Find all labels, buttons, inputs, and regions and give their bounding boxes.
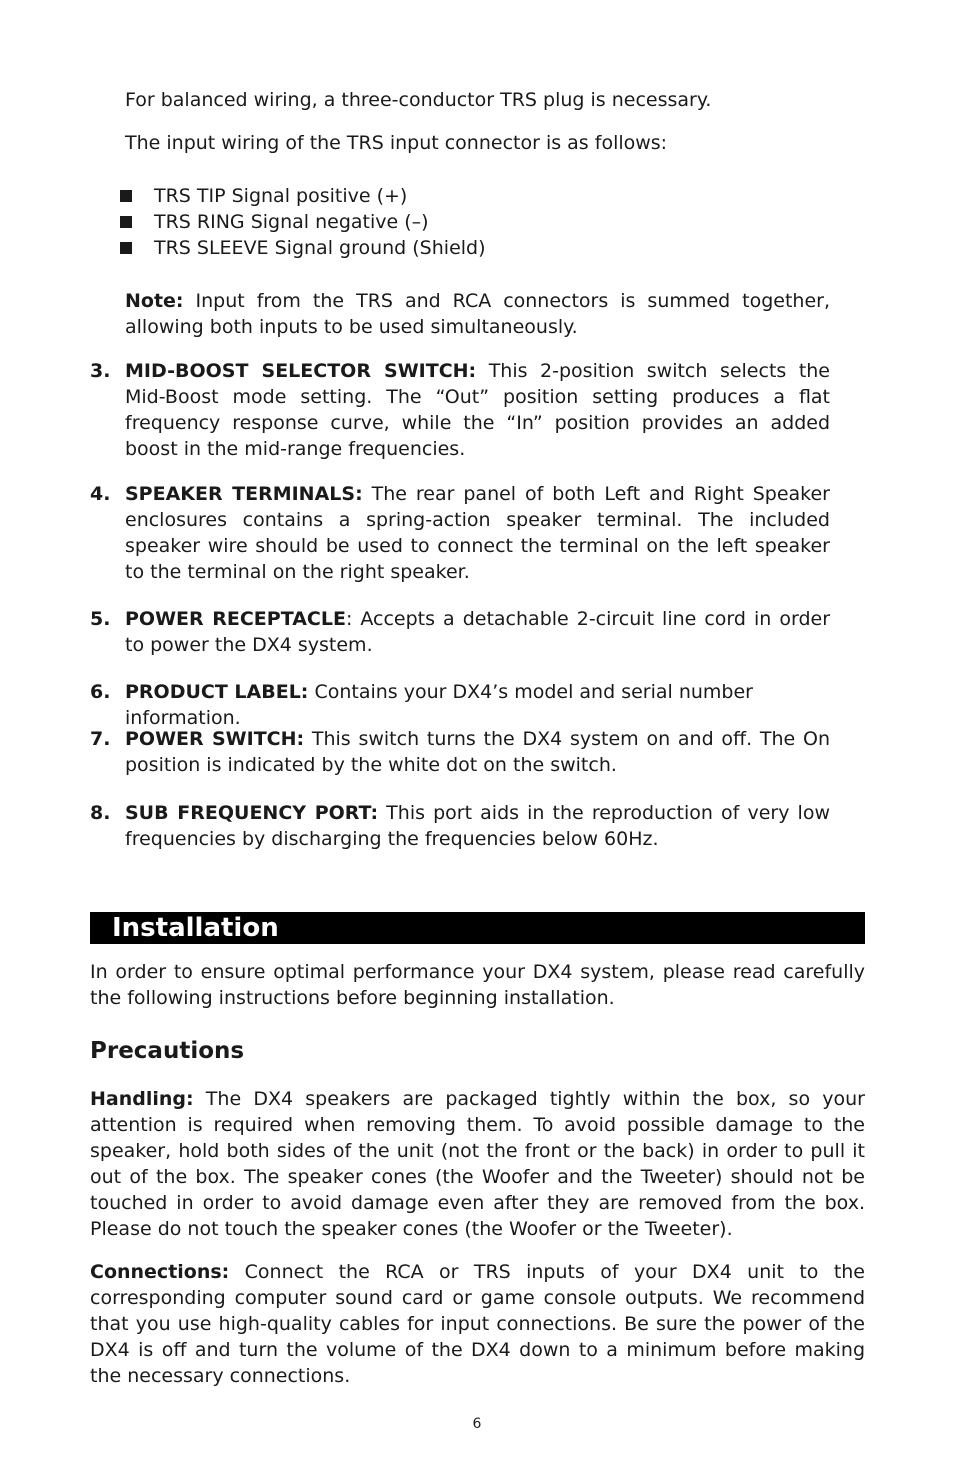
square-bullet-icon	[120, 242, 132, 254]
intro-line-1: For balanced wiring, a three-conductor TRS plug is necessary.	[125, 89, 712, 111]
connections-paragraph: Connections: Connect the RCA or TRS inputs of your DX4 unit to the corresponding computer sound card or game console outputs. We recommend that you use high-quality cables for input connections. Be sure the power of the DX4 is off and turn the volume of the DX4 down to a minimum before making the necessary connections.	[90, 1261, 865, 1387]
list-item-5: 5. POWER RECEPTACLE: Accepts a detachable 2-circuit line cord in order to power the DX4 system.	[90, 608, 831, 656]
list-item: TRS TIP Signal positive (+)	[120, 183, 486, 209]
list-item-3: 3. MID-BOOST SELECTOR SWITCH: This 2-position switch selects the Mid-Boost mode setting. The “Out” position setting produces a flat frequency response curve, while the “In” position provides an added boost in the mid-range frequencies.	[90, 360, 830, 460]
list-item-4: 4. SPEAKER TERMINALS: The rear panel of both Left and Right Speaker enclosures contains a spring-action speaker terminal. The included speaker wire should be used to connect the terminal on the left speaker to the terminal on the right speaker.	[90, 483, 830, 583]
handling-paragraph: Handling: The DX4 speakers are packaged tightly within the box, so your attention is required when removing them. To avoid possible damage to the speaker, hold both sides of the unit (not the front or the back) in order to pull it out of the box. The speaker cones (the Woofer and the Tweeter) should not be touched in order to avoid damage even after they are removed from the box. Please do not touch the speaker cones (the Woofer or the Tweeter).	[90, 1088, 865, 1240]
square-bullet-icon	[120, 216, 132, 228]
list-item-7: 7. POWER SWITCH: This switch turns the DX4 system on and off. The On position is indicated by the white dot on the switch.	[90, 728, 831, 776]
square-bullet-icon	[120, 190, 132, 202]
trs-wiring-list	[120, 183, 486, 261]
intro-line-2: The input wiring of the TRS input connector is as follows:	[125, 132, 668, 154]
list-item-8: 8. SUB FREQUENCY PORT: This port aids in the reproduction of very low frequencies by discharging the frequencies below 60Hz.	[90, 802, 830, 850]
page-number: 6	[472, 1416, 482, 1432]
list-item-6: 6. PRODUCT LABEL: Contains your DX4’s model and serial number information.	[90, 681, 753, 729]
note-paragraph: Note: Input from the TRS and RCA connectors is summed together, allowing both inputs to be used simultaneously.	[125, 290, 830, 338]
installation-heading: Installation	[90, 912, 865, 944]
note-label: Note:	[125, 290, 184, 312]
list-item: TRS RING Signal negative (–)	[120, 209, 486, 235]
precautions-heading: Precautions	[90, 1038, 245, 1064]
list-item: TRS SLEEVE Signal ground (Shield)	[120, 235, 486, 261]
installation-intro: In order to ensure optimal performance your DX4 system, please read carefully the following instructions before beginning installation.	[90, 961, 865, 1009]
